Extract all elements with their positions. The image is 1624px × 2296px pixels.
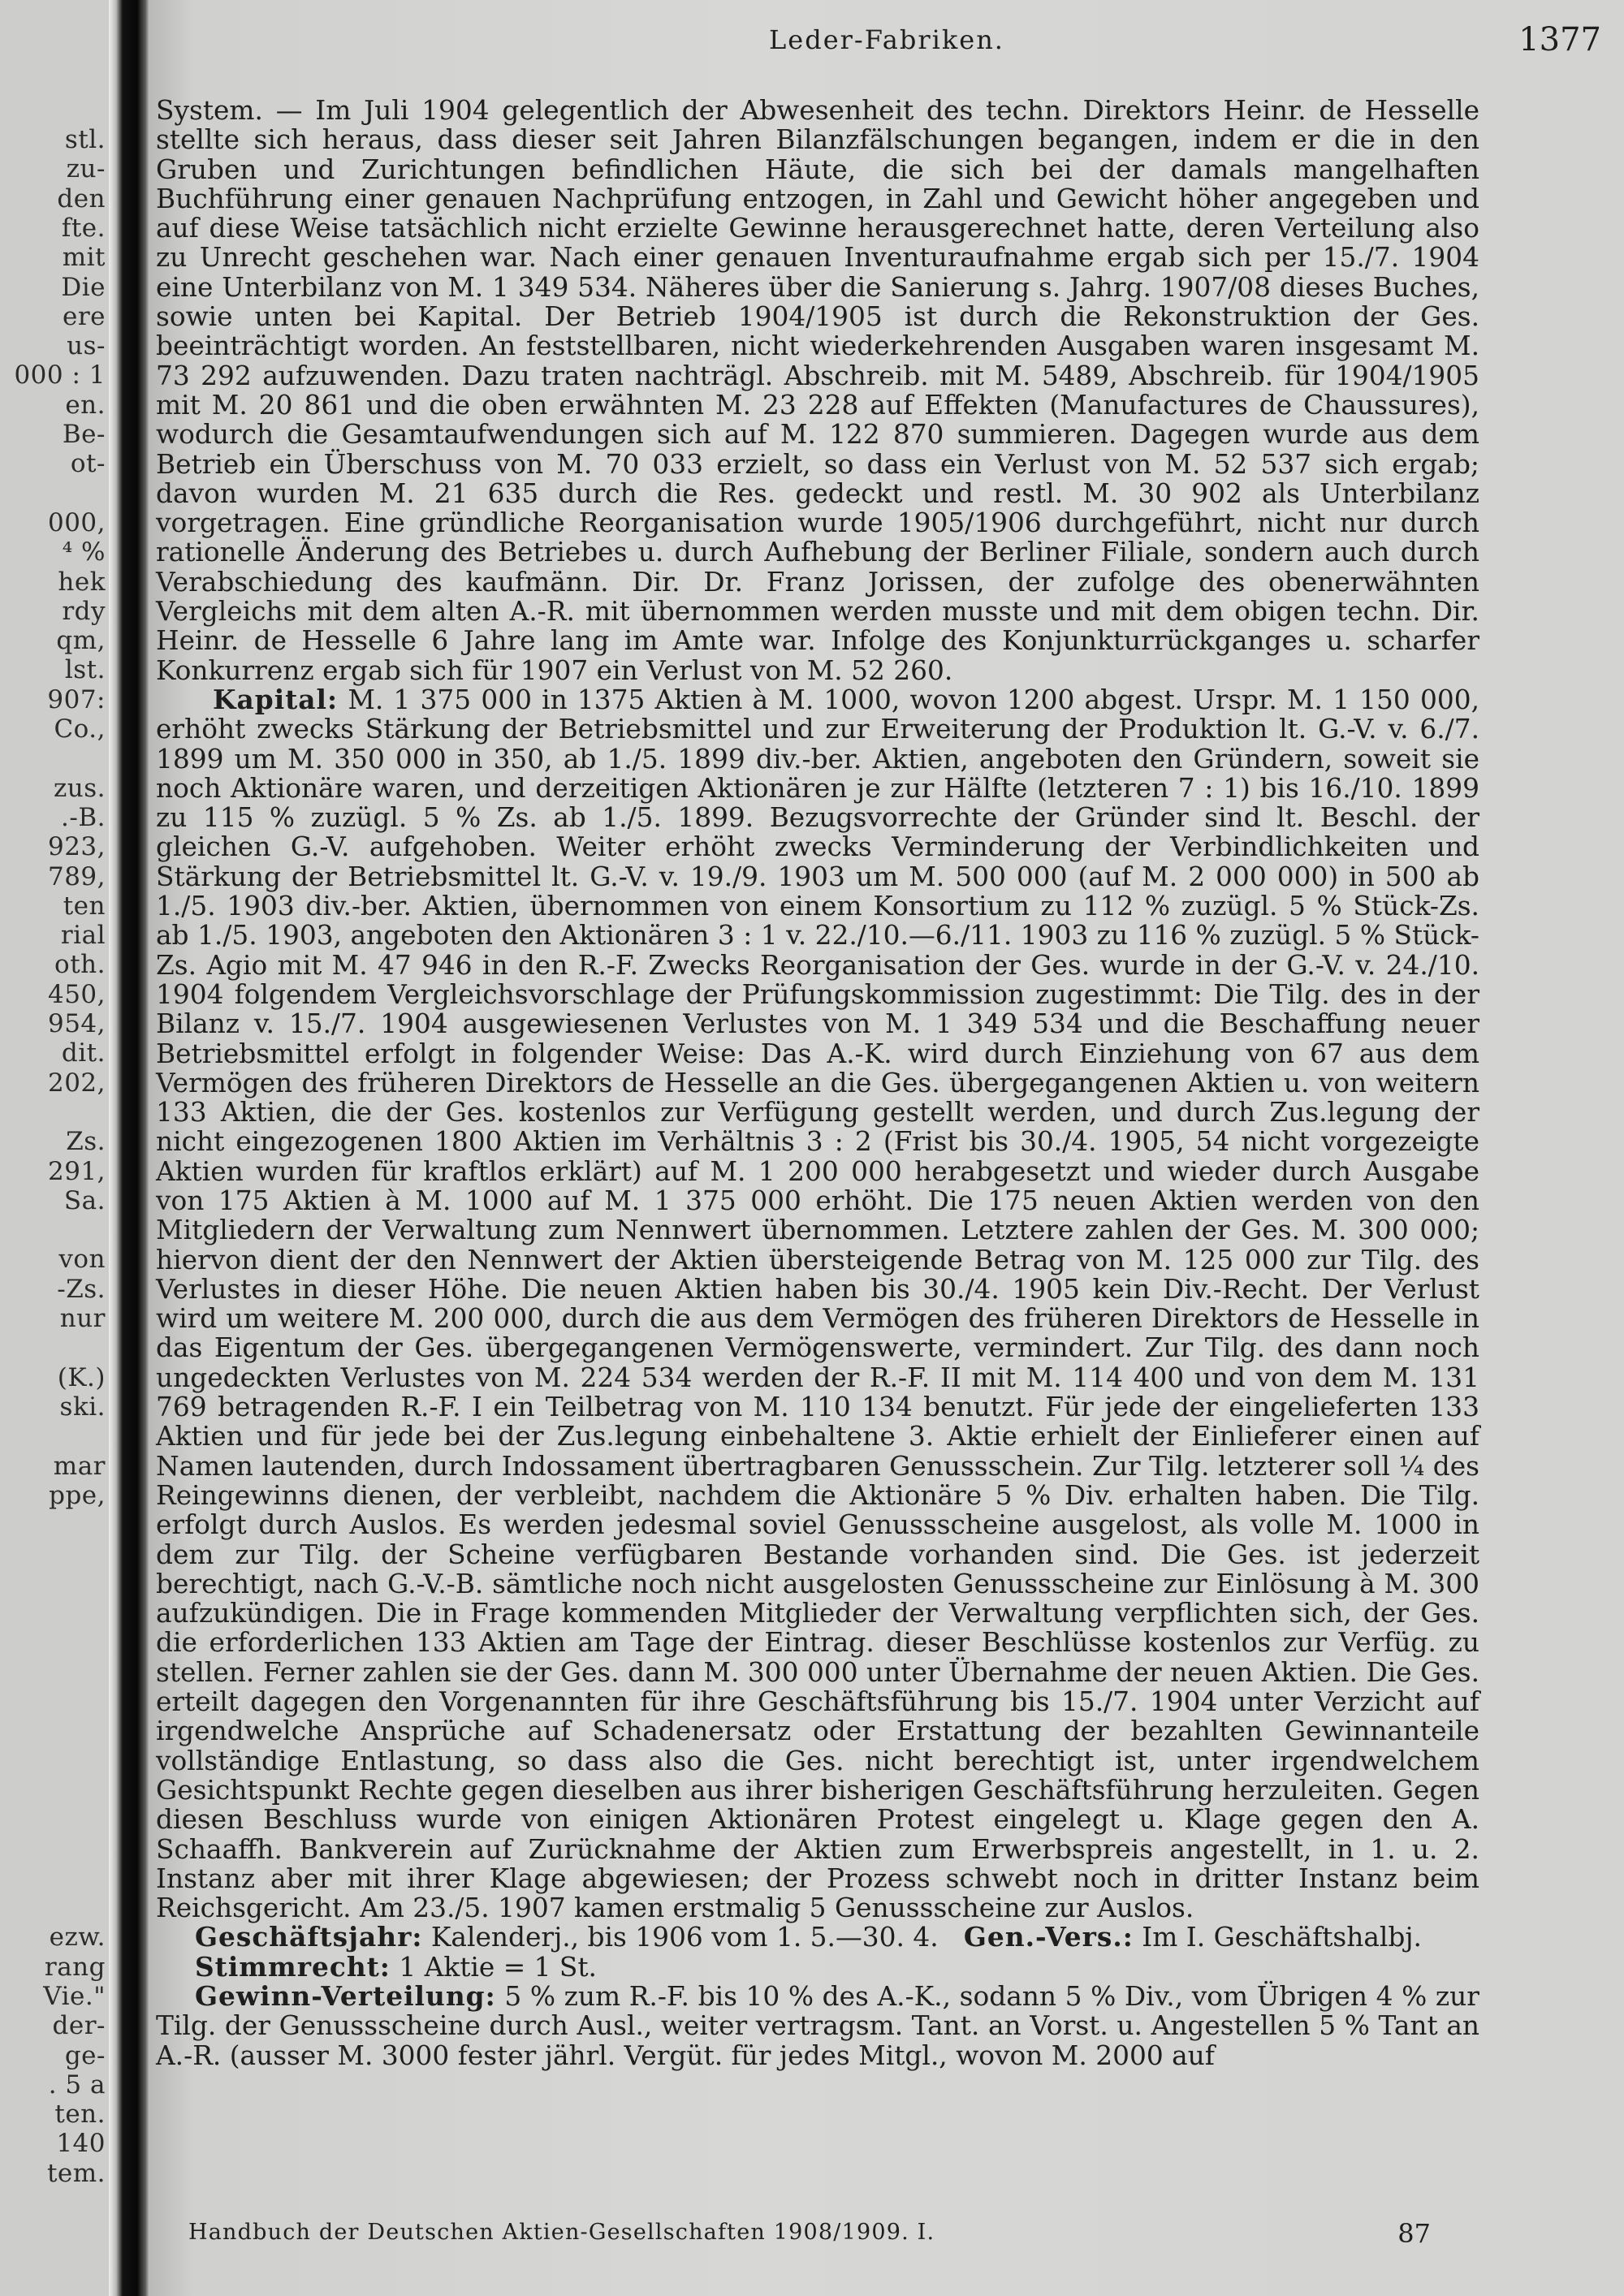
previous-page-fragment: -Zs. [57,1274,106,1304]
kapital-label: Kapital: [213,683,339,715]
previous-page-fragment: rang [44,1952,106,1982]
kapital-paragraph [156,685,1479,1923]
previous-page-fragment: 140 [56,2129,106,2159]
previous-page-fragment: en. [65,390,106,420]
company-history-paragraph: System. — Im Juli 1904 gelegentlich der Abwesenheit des techn. Direktors Heinr. de Hesselle stellte sich heraus, dass dieser seit Jahren Bilanzfälschungen begangen, indem er die in den Gruben und Zurichtungen befindlichen Häute, die sich bei der damals mangelhaften Buchführung einer genauen Nachprüfung entzogen, in Zahl und Gewicht höher angegeben und auf diese Weise tatsächlich nicht erzielte Gewinne herausgerechnet hatte, deren Verteilung also zu Unrecht geschehen war. Nach einer genauen Inventuraufnahme ergab sich per 15./7. 1904 eine Unterbilanz von M. 1 349 534. Näheres über die Sanierung s. Jahrg. 1907/08 dieses Buches, sowie unten bei Kapital. Der Betrieb 1904/1905 ist durch die Rekonstruktion der Ges. beeinträchtigt worden. An feststellbaren, nicht wiederkehrenden Ausgaben waren insgesamt M. 73 292 aufzuwenden. Dazu traten nachträgl. Abschreib. mit M. 5489, Abschreib. für 1904/1905 mit M. 20 861 und die oben erwähnten M. 23 228 auf Effekten (Manufactures de Chaussures), wodurch die Gesamtaufwendungen sich auf M. 122 870 summieren. Dagegen wurde aus dem Betrieb ein Überschuss von M. 70 033 erzielt, so dass ein Verlust von M. 52 537 sich ergab; davon wurden M. 21 635 durch die Res. gedeckt und restl. M. 30 902 als Unterbilanz vorgetragen. Eine gründliche Reorganisation wurde 1905/1906 durchgeführt, nicht nur durch rationelle Änderung des Betriebes u. durch Aufhebung der Berliner Filiale, sondern auch durch Verabschiedung des kaufmänn. Dir. Dr. Franz Jorissen, der zufolge des obenerwähnten Vergleichs mit dem alten A.-R. mit übernommen werden musste und mit dem obigen techn. Dir. Heinr. de Hesselle 6 Jahre lang im Amte war. Infolge des Konjunkturrückganges u. scharfer Konkurrenz ergab sich für 1907 ein Verlust von M. 52 260. [156,95,1479,686]
previous-page-fragment: 923, [47,832,106,862]
previous-page-fragment: qm, [56,626,106,656]
previous-page-fragment: ge- [64,2040,106,2070]
previous-page-edge [0,0,109,2296]
gen-vers-label: Gen.-Vers.: [963,1921,1134,1953]
previous-page-fragment: (K.) [57,1362,106,1392]
previous-page-fragment: Co., [54,714,106,744]
page-number: 1377 [1518,21,1601,58]
previous-page-fragment: Sa. [63,1185,106,1215]
previous-page-fragment: Zs. [66,1127,106,1157]
gewinn-verteilung-label: Gewinn-Verteilung: [195,1980,496,2012]
previous-page-fragment: 954, [47,1009,106,1038]
previous-page-fragment: ppe, [49,1480,106,1510]
previous-page-fragment: 907: [47,684,106,714]
stimmrecht-paragraph [156,1950,1479,1983]
previous-page-fragment: rdy [62,596,106,626]
gen-vers-text: Im I. Geschäftshalbj. [1142,1922,1422,1953]
previous-page-fragment: den [57,183,106,214]
previous-page-fragment: Die [61,272,106,302]
previous-page-fragment: lst. [64,655,106,685]
previous-page-fragment: Vie." [43,1981,106,2011]
previous-page-fragment: us- [67,331,106,361]
previous-page-fragment: fte. [61,213,106,243]
previous-page-fragment: . 5 a [48,2069,106,2100]
running-head: Leder-Fabriken. [769,24,1004,55]
previous-page-fragment: 789, [47,861,106,891]
previous-page-fragment: hek [58,567,106,597]
previous-page-fragment: ten [63,891,106,921]
previous-page-fragment: zu- [66,154,106,184]
previous-page-fragment: rial [60,921,106,951]
stimmrecht-text: 1 Aktie = 1 St. [399,1951,597,1983]
previous-page-fragment: zus. [53,773,106,803]
previous-page-fragment: mar [53,1451,106,1481]
book-binding-gutter [109,0,149,2296]
previous-page-fragment: 202, [47,1068,106,1098]
previous-page-fragment: tem. [46,2158,106,2188]
geschaeftsjahr-text: Kalenderj., bis 1906 vom 1. 5.—30. 4. [430,1922,939,1953]
previous-page-fragment: ski. [59,1392,106,1422]
previous-page-fragment: 000, [47,507,106,537]
previous-page-fragment: der- [52,2011,106,2041]
page-footer [188,2220,1439,2252]
body-text [156,96,1479,2070]
previous-page-fragment: oth. [54,950,106,980]
previous-page-fragment: ⁴ % [62,537,106,568]
previous-page-fragment: .-B. [61,802,106,832]
previous-page-fragment: 000 : 1 [14,360,106,391]
stimmrecht-label: Stimmrecht: [195,1950,391,1983]
kapital-text: M. 1 375 000 in 1375 Aktien à M. 1000, wovon 1200 abgest. Urspr. M. 1 150 000, erhöht zwecks Stärkung der Betriebsmittel und zur Erweiterung der Produktion lt. G.-V. v. 6./7. 1899 um M. 350 000 in 350, ab 1./5. 1899 div.-ber. Aktien, angeboten den Gründern, soweit sie noch Aktionäre waren, und derzeitigen Aktionären je zur Hälfte (letzteren 7 : 1) bis 16./10. 1899 zu 115 % zuzügl. 5 % Zs. ab 1./5. 1899. Bezugsvorrechte der Gründer sind lt. Beschl. der gleichen G.-V. aufgehoben. Weiter erhöht zwecks Verminderung der Verbindlichkeiten und Stärkung der Betriebsmittel lt. G.-V. v. 19./9. 1903 um M. 500 000 (auf M. 2 000 000) in 500 ab 1./5. 1903 div.-ber. Aktien, übernommen von einem Konsortium zu 112 % zuzügl. 5 % Stück-Zs. ab 1./5. 1903, angeboten den Aktionären 3 : 1 v. 22./10.—6./11. 1903 zu 116 % zuzügl. 5 % Stück-Zs. Agio mit M. 47 946 in den R.-F. Zwecks Reorganisation der Ges. wurde in der G.-V. v. 24./10. 1904 folgendem Vergleichsvorschlage der Prüfungskommission zugestimmt: Die Tilg. des in der Bilanz v. 15./7. 1904 ausgewiesenen Verlustes von M. 1 349 534 und die Beschaffung neuer Betriebsmittel erfolgt in folgender Weise: Das A.-K. wird durch Einziehung von 67 aus dem Vermögen des früheren Direktors de Hesselle an die Ges. übergegangenen Aktien u. von weitern 133 Aktien, die der Ges. kostenlos zur Verfügung gestellt werden, und durch Zus.legung der nicht eingezogenen 1800 Aktien im Verhältnis 3 : 2 (Frist bis 30./4. 1905, 54 nicht vorgezeigte Aktien wurden für kraftlos erklärt) auf M. 1 200 000 herabgesetzt und wieder durch Ausgabe von 175 Aktien à M. 1000 auf M. 1 375 000 erhöht. Die 175 neuen Aktien werden von den Mitgliedern der Verwaltung zum Nennwert übernommen. Letztere zahlen der Ges. M. 300 000; hiervon dient der den Nennwert der Aktien übersteigende Betrag von M. 125 000 zur Tilg. des Verlustes in dieser Höhe. Die neuen Aktien haben bis 30./4. 1905 kein Div.-Recht. Der Verlust wird um weitere M. 200 000, durch die aus dem Vermögen des früheren Direktors de Hesselle in das Eigentum der Ges. übergegangenen Vermögenswerte, vermindert. Zur Tilg. des dann noch ungedeckten Verlustes von M. 224 534 werden der R.-F. II mit M. 114 400 und von dem M. 131 769 betragenden R.-F. I ein Teilbetrag von M. 110 134 benutzt. Für jede der eingelieferten 133 Aktien und für jede bei der Zus.legung einbehaltene 3. Aktie erhielt der Einlieferer einen auf Namen lautenden, durch Indossament übertragbaren Genussschein. Zur Tilg. letzterer soll ¼ des Reingewinns dienen, der verbleibt, nachdem die Aktionäre 5 % Div. erhalten haben. Die Tilg. erfolgt durch Auslos. Es werden jedesmal soviel Genussscheine ausgelost, als volle M. 1000 in dem zur Tilg. der Scheine verfügbaren Bestande vorhanden sind. Die Ges. ist jederzeit berechtigt, nach G.-V.-B. sämtliche noch nicht ausgelosten Genussscheine zur Einlösung à M. 300 aufzukündigen. Die in Frage kommenden Mitglieder der Verwaltung verpflichten sich, der Ges. die erforderlichen 133 Aktien am Tage der Eintrag. dieser Beschlüsse kostenlos zur Verfüg. zu stellen. Ferner zahlen sie der Ges. dann M. 300 000 unter Übernahme der neuen Aktien. Die Ges. erteilt dagegen den Vorgenannten für ihre Geschäftsführung bis 15./7. 1904 unter Verzicht auf irgendwelche Ansprüche auf Schadenersatz oder Erstattung der bezahlten Gewinnanteile vollständige Entlastung, so dass also die Ges. nicht berechtigt ist, unter irgendwelchem Gesichtspunkt Rechte gegen dieselben aus ihrer bisherigen Geschäftsführung herzuleiten. Gegen diesen Beschluss wurde von einigen Aktionären Protest eingelegt u. Klage gegen den A. Schaaffh. Bankverein auf Zurücknahme der Aktien zum Erwerbspreis angestellt, in 1. u. 2. Instanz aber mit ihrer Klage abgewiesen; der Prozess schwebt noch in dritter Instanz beim Reichsgericht. Am 23./5. 1907 kamen erstmalig 5 Genussscheine zur Auslos. [156,684,1479,1924]
footer-signature-mark: 87 [1397,2218,1431,2249]
footer-book-title: Handbuch der Deutschen Aktien-Gesellschaften 1908/1909. I. [188,2220,935,2245]
previous-page-fragment: stl. [64,125,106,154]
geschaeftsjahr-paragraph [156,1923,1479,1952]
previous-page-fragment: von [58,1245,106,1275]
previous-page-fragment: ere [62,301,106,331]
page-header [149,21,1624,70]
previous-page-fragment: dit. [61,1038,106,1068]
previous-page-fragment: 450, [47,979,106,1009]
gewinn-verteilung-paragraph [156,1982,1479,2070]
geschaeftsjahr-label: Geschäftsjahr: [195,1921,423,1953]
previous-page-fragment: Be- [62,420,106,449]
previous-page-fragment: ezw. [49,1923,106,1953]
previous-page-fragment: ot- [70,449,106,479]
book-page [149,0,1624,2296]
gewinn-verteilung-text: 5 % zum R.-F. bis 10 % des A.-K., sodann 5 % Div., vom Übrigen 4 % zur Tilg. der Genussscheine durch Ausl., weiter vertragsm. Tant. an Vorst. u. Angestellen 5 % Tant an A.-R. (ausser M. 3000 fester jährl. Vergüt. für jedes Mitgl., wovon M. 2000 auf [156,1981,1479,2071]
previous-page-fragment: 291, [47,1156,106,1186]
previous-page-fragment: ten. [54,2100,106,2130]
previous-page-fragment: nur [59,1304,106,1333]
previous-page-fragment: mit [62,243,106,273]
